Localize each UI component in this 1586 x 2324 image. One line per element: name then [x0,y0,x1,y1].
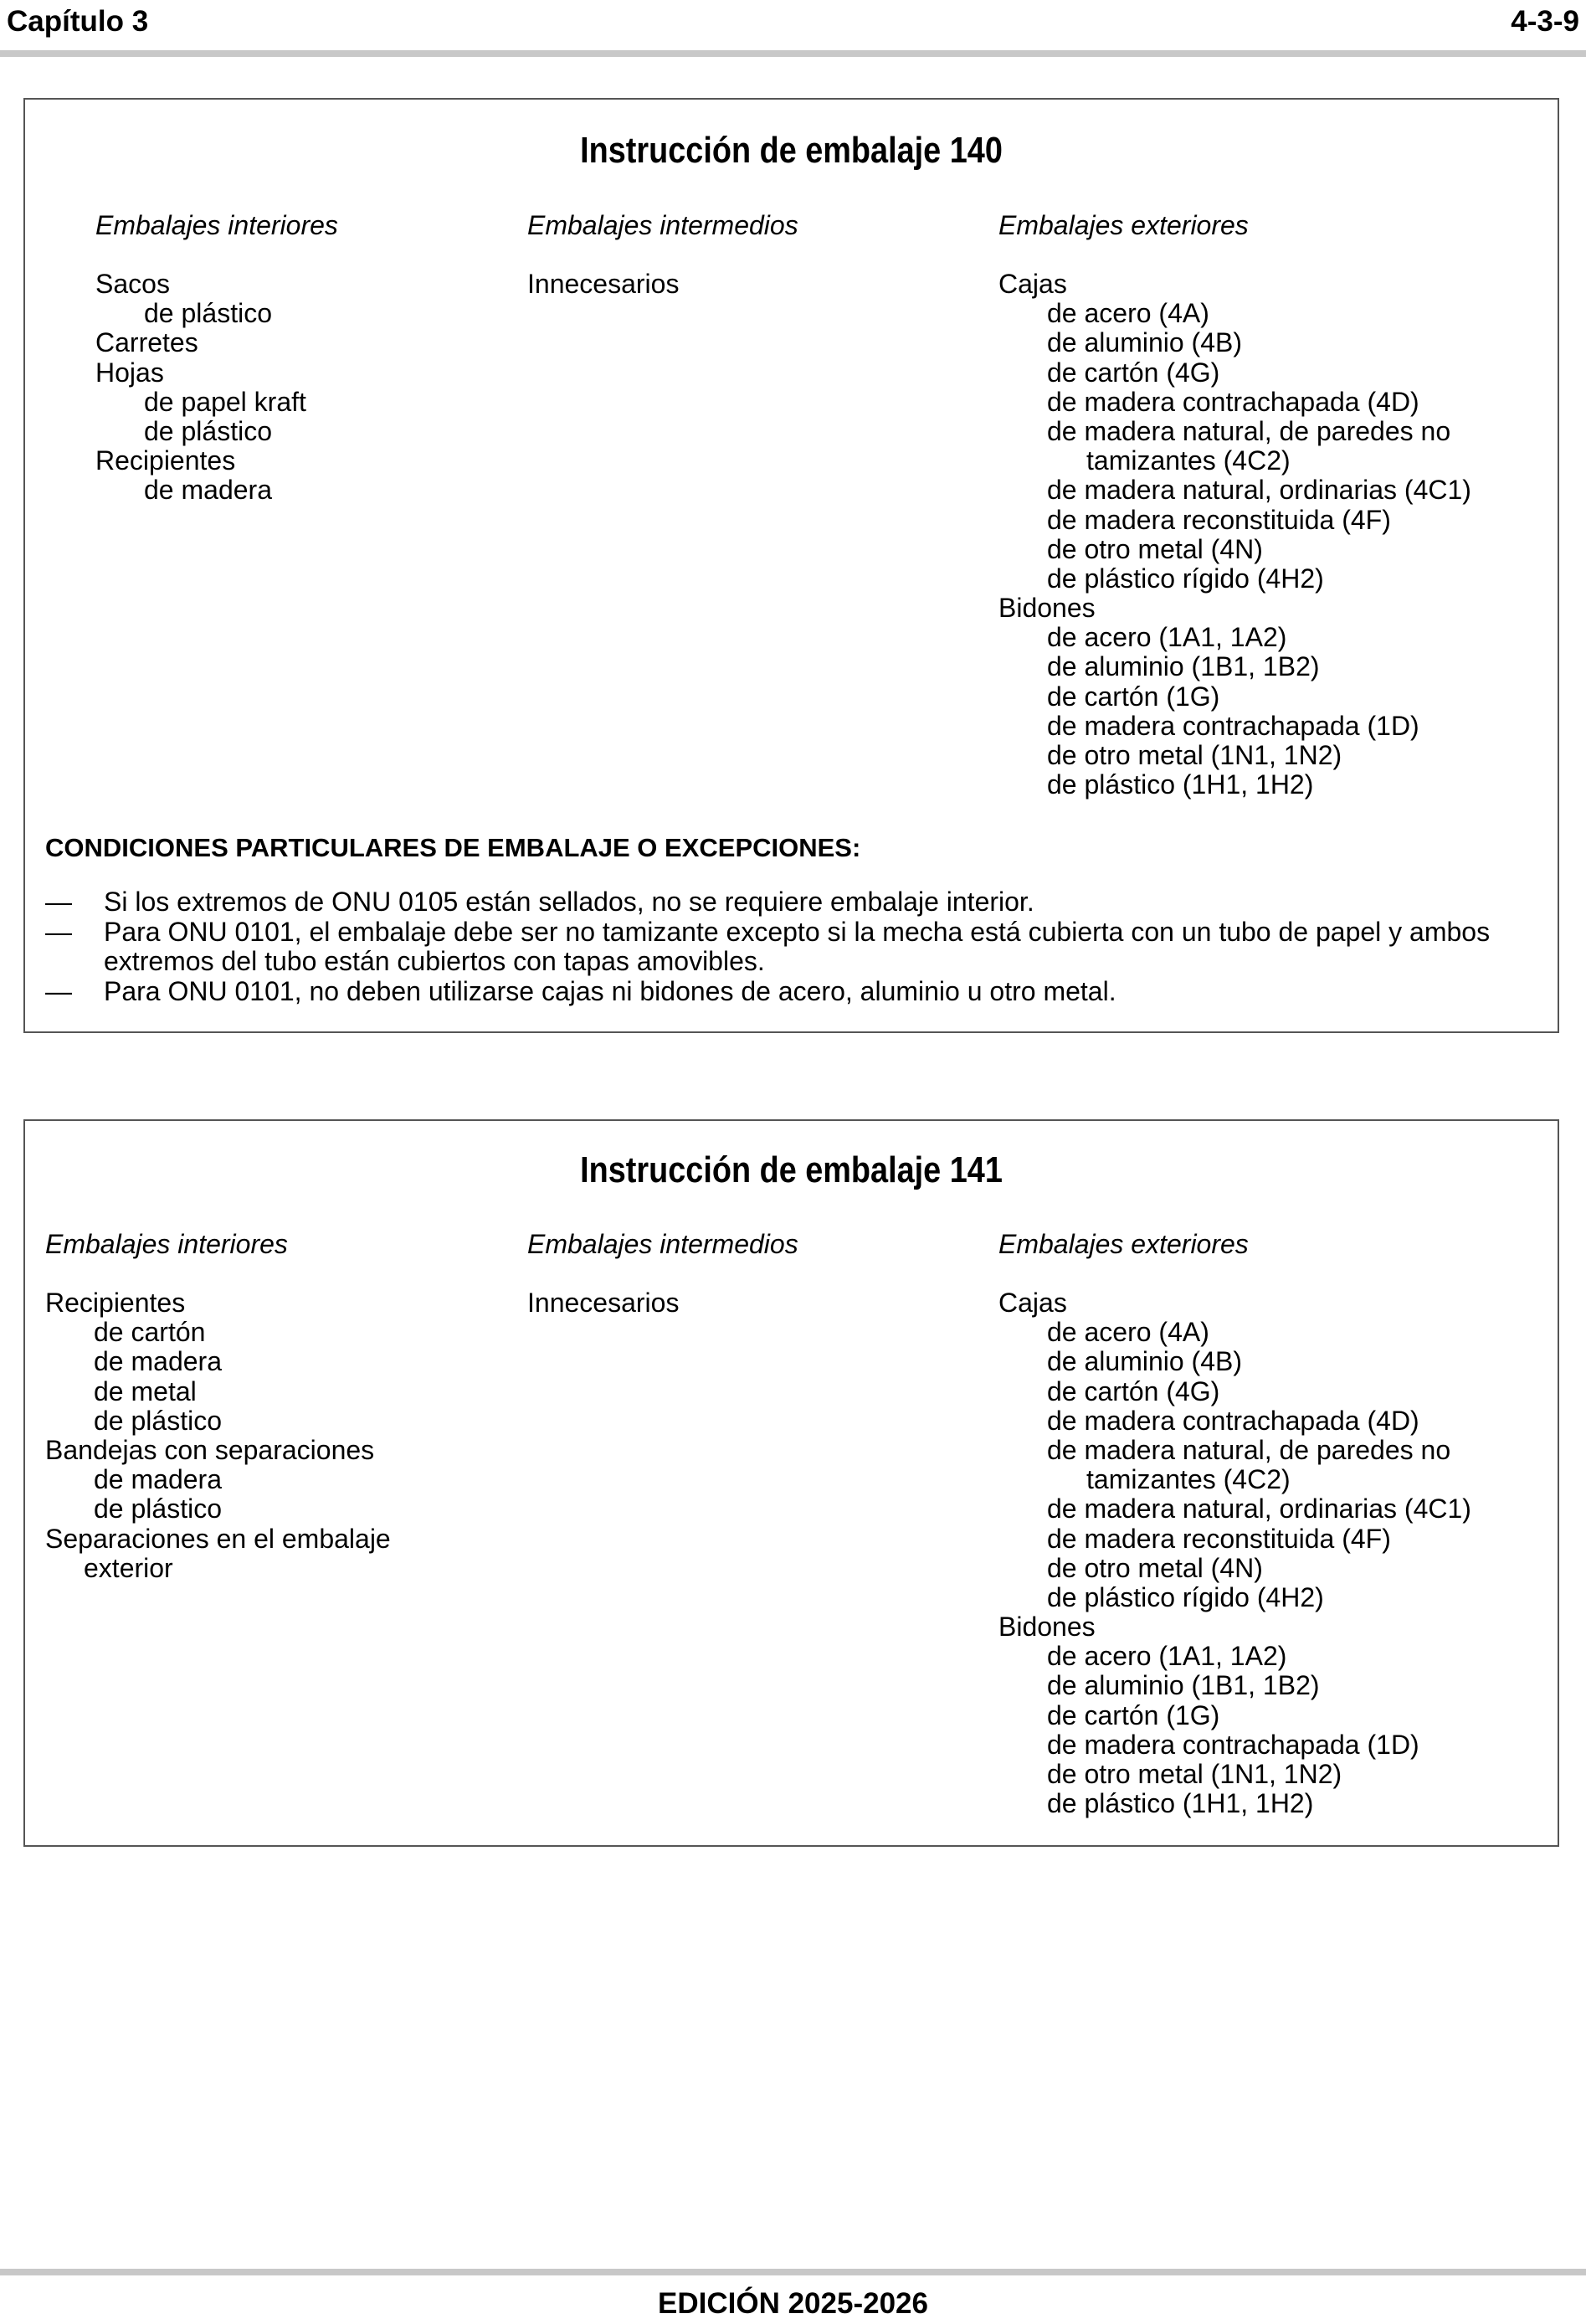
condition-item [45,918,1543,977]
condition-text: Para ONU 0101, no deben utilizarse cajas ni bidones de acero, aluminio u otro metal. [104,975,1116,1006]
packaging-item: de otro metal (1N1, 1N2) [1047,1759,1342,1789]
packaging-item: Innecesarios [527,1288,680,1318]
packaging-item: de madera natural, ordinarias (4C1) [1047,475,1471,506]
column-heading-inner: Embalajes interiores [45,1229,288,1259]
packaging-item: Bandejas con separaciones [45,1434,375,1465]
packaging-item: de cartón (1G) [1047,681,1220,712]
packaging-item: Separaciones en el embalaje [45,1523,391,1554]
packaging-item: de madera [144,475,272,506]
page-header-ref: 4-3-9 [1511,5,1579,38]
intermediate-list [527,1288,798,1318]
dash-bullet: — [45,916,72,947]
intermediate-packagings-column [527,211,798,299]
packaging-item: de cartón (4G) [1047,357,1220,388]
packaging-item: de madera contrachapada (4D) [1047,386,1419,417]
condition-item [45,977,1543,1007]
inner-list [95,270,338,506]
packaging-item: Sacos [95,269,170,299]
packaging-item: de plástico rígido (4H2) [1047,563,1324,594]
packaging-item: Carretes [95,327,198,358]
packaging-item: de madera natural, de paredes no [1047,415,1451,446]
condition-text: Para ONU 0101, el embalaje debe ser no tamizante excepto si la mecha está cubierta con un tubo de papel y ambos extremos del tubo están cubiertos con tapas amovibles. [104,916,1491,976]
packaging-item: de plástico [94,1405,222,1436]
packaging-item: de cartón (1G) [1047,1699,1220,1730]
intermediate-packagings-column [527,1230,798,1318]
packaging-item: de aluminio (1B1, 1B2) [1047,651,1320,682]
packaging-item: de plástico (1H1, 1H2) [1047,769,1314,800]
inner-list [45,1288,391,1583]
packaging-item: de metal [94,1375,197,1406]
packaging-item: de acero (1A1, 1A2) [1047,1641,1287,1672]
packaging-item: Cajas [998,269,1067,299]
packaging-item: Recipientes [45,1288,186,1318]
packaging-item: de papel kraft [144,386,306,417]
dash-bullet: — [45,887,72,917]
column-heading-intermediate: Embalajes intermedios [527,210,798,240]
packaging-item: de madera contrachapada (1D) [1047,1729,1419,1760]
packaging-item: de cartón [94,1317,206,1348]
column-heading-intermediate: Embalajes intermedios [527,1229,798,1259]
packaging-item: de acero (1A1, 1A2) [1047,622,1287,653]
packaging-item: de plástico (1H1, 1H2) [1047,1788,1314,1819]
outer-list [998,1288,1471,1818]
footer-edition: EDICIÓN 2025-2026 [658,2287,928,2320]
header-rule [0,50,1586,57]
packaging-item: de madera contrachapada (4D) [1047,1405,1419,1436]
packaging-item: de madera [94,1464,222,1495]
inner-packagings-column [45,1230,391,1583]
packing-instruction-140 [23,98,1559,1033]
packaging-item: de plástico [144,298,272,329]
column-heading-outer: Embalajes exteriores [998,1229,1249,1259]
footer-rule [0,2269,1586,2275]
packaging-item: de plástico [144,415,272,446]
packaging-item: de plástico rígido (4H2) [1047,1581,1324,1612]
packaging-item: de aluminio (4B) [1047,1346,1242,1377]
packaging-item: Innecesarios [527,269,680,299]
packing-instruction-141 [23,1119,1559,1847]
packaging-item: Recipientes [95,445,236,476]
packaging-item: de otro metal (4N) [1047,1552,1263,1583]
packaging-item: de acero (4A) [1047,298,1209,329]
intermediate-list [527,270,798,299]
packaging-item: de aluminio (1B1, 1B2) [1047,1670,1320,1701]
packaging-item: de cartón (4G) [1047,1375,1220,1406]
special-conditions-title: CONDICIONES PARTICULARES DE EMBALAJE O EXCEPCIONES: [45,833,861,862]
packaging-item: de madera reconstituida (4F) [1047,504,1391,535]
instruction-title: Instrucción de embalaje 141 [580,1149,1003,1190]
condition-text: Si los extremos de ONU 0105 están sellados, no se requiere embalaje interior. [104,887,1034,917]
packaging-item: exterior [84,1552,173,1583]
packaging-item: de madera [94,1346,222,1377]
column-heading-inner: Embalajes interiores [95,210,338,240]
packaging-item: de otro metal (1N1, 1N2) [1047,740,1342,770]
packaging-item: de otro metal (4N) [1047,533,1263,564]
packaging-item: de madera natural, ordinarias (4C1) [1047,1494,1471,1524]
packaging-item: de acero (4A) [1047,1317,1209,1348]
packaging-item: de plástico [94,1494,222,1524]
packaging-item: tamizantes (4C2) [1086,445,1291,476]
packaging-item: Hojas [95,357,164,388]
packaging-item: Bidones [998,1612,1096,1643]
page-header-chapter: Capítulo 3 [7,5,149,38]
instruction-title: Instrucción de embalaje 140 [580,130,1003,171]
packaging-item: de madera contrachapada (1D) [1047,710,1419,741]
dash-bullet: — [45,975,72,1006]
packaging-item: Bidones [998,593,1096,624]
packaging-item: de aluminio (4B) [1047,327,1242,358]
outer-packagings-column [998,211,1471,800]
packaging-item: de madera natural, de paredes no [1047,1434,1451,1465]
condition-item [45,887,1543,918]
outer-packagings-column [998,1230,1471,1818]
column-heading-outer: Embalajes exteriores [998,210,1249,240]
packaging-item: tamizantes (4C2) [1086,1464,1291,1495]
packaging-item: Cajas [998,1288,1067,1318]
special-conditions-list [45,887,1543,1006]
packaging-item: de madera reconstituida (4F) [1047,1523,1391,1554]
inner-packagings-column [95,211,338,506]
outer-list [998,270,1471,800]
